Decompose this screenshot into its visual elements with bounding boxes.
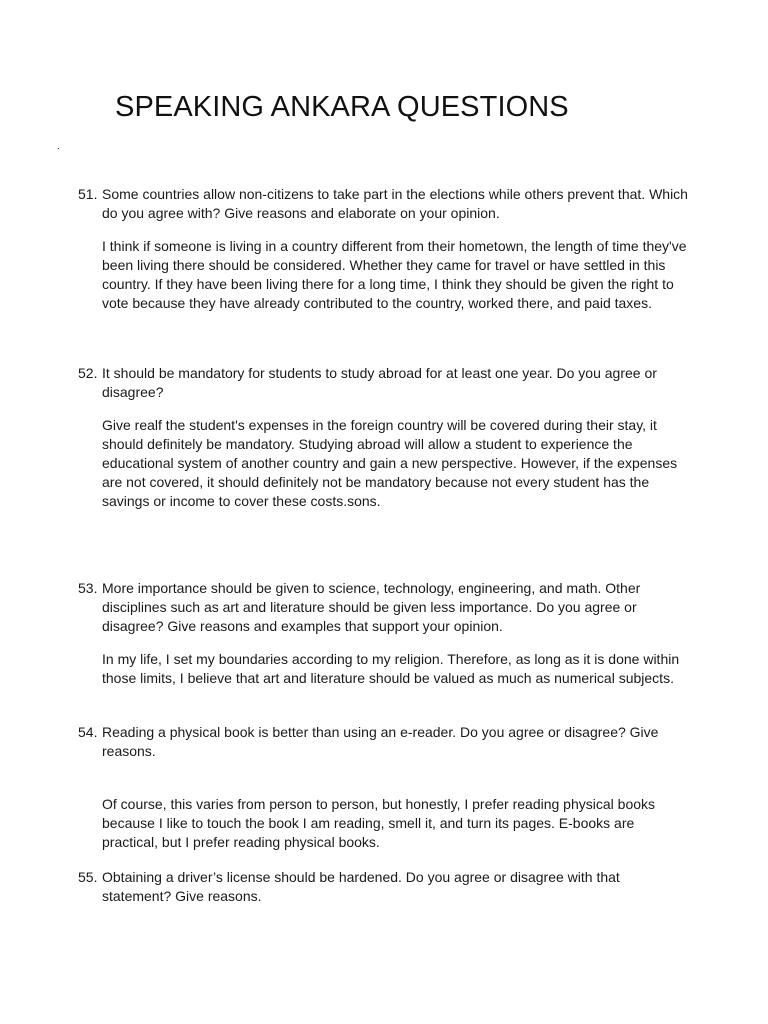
question-number: 53. — [78, 580, 98, 596]
question-text: It should be mandatory for students to study abroad for at least one year. Do you agree or disagree? — [102, 365, 657, 400]
question-text: Reading a physical book is better than using an e-reader. Do you agree or disagree? Give reasons. — [102, 724, 659, 759]
question-text: More importance should be given to science, technology, engineering, and math. Other disciplines such as art and literature should be given less importance. Do you agree or disagree? Give reasons and examples that support your opinion. — [102, 580, 641, 634]
question-row — [78, 723, 688, 761]
question-item-51 — [78, 185, 688, 313]
question-item-55 — [78, 868, 688, 906]
question-number: 51. — [78, 186, 98, 202]
question-text: Some countries allow non-citizens to take part in the elections while others prevent that. Which do you agree with? Give reasons and elaborate on your opinion. — [102, 186, 688, 221]
answer-text: In my life, I set my boundaries according to my religion. Therefore, as long as it is done within those limits, I believe that art and literature should be valued as much as numerical subjects. — [102, 651, 680, 686]
answer-text: Of course, this varies from person to person, but honestly, I prefer reading physical books because I like to touch the book I am reading, smell it, and turn its pages. E-books are practical, but I prefer reading physical books. — [102, 796, 656, 850]
question-number: 52. — [78, 365, 98, 381]
question-item-54 — [78, 723, 688, 852]
question-item-52 — [78, 364, 688, 511]
question-row — [78, 185, 688, 223]
page-title: SPEAKING ANKARA QUESTIONS — [115, 91, 569, 123]
question-number: 55. — [78, 869, 98, 885]
answer-text: I think if someone is living in a country different from their hometown, the length of time they've been living there should be considered. Whether they came for travel or have settled in this country. If they have been living there for a long time, I think they should be given the right to vote because they have already contributed to the country, worked there, and paid taxes. — [102, 238, 687, 311]
question-row — [78, 579, 688, 636]
question-row — [78, 364, 688, 402]
question-text: Obtaining a driver’s license should be hardened. Do you agree or disagree with that statement? Give reasons. — [102, 869, 620, 904]
question-number: 54. — [78, 724, 98, 740]
stray-mark: . — [57, 141, 60, 152]
question-item-53 — [78, 579, 688, 688]
question-row — [78, 868, 688, 906]
answer-text: Give realf the student's expenses in the foreign country will be covered during their stay, it should definitely be mandatory. Studying abroad will allow a student to experience the educational system of another country and gain a new perspective. However, if the expenses are not covered, it should definitely not be mandatory because not every student has the savings or income to cover these costs.sons. — [102, 417, 678, 509]
